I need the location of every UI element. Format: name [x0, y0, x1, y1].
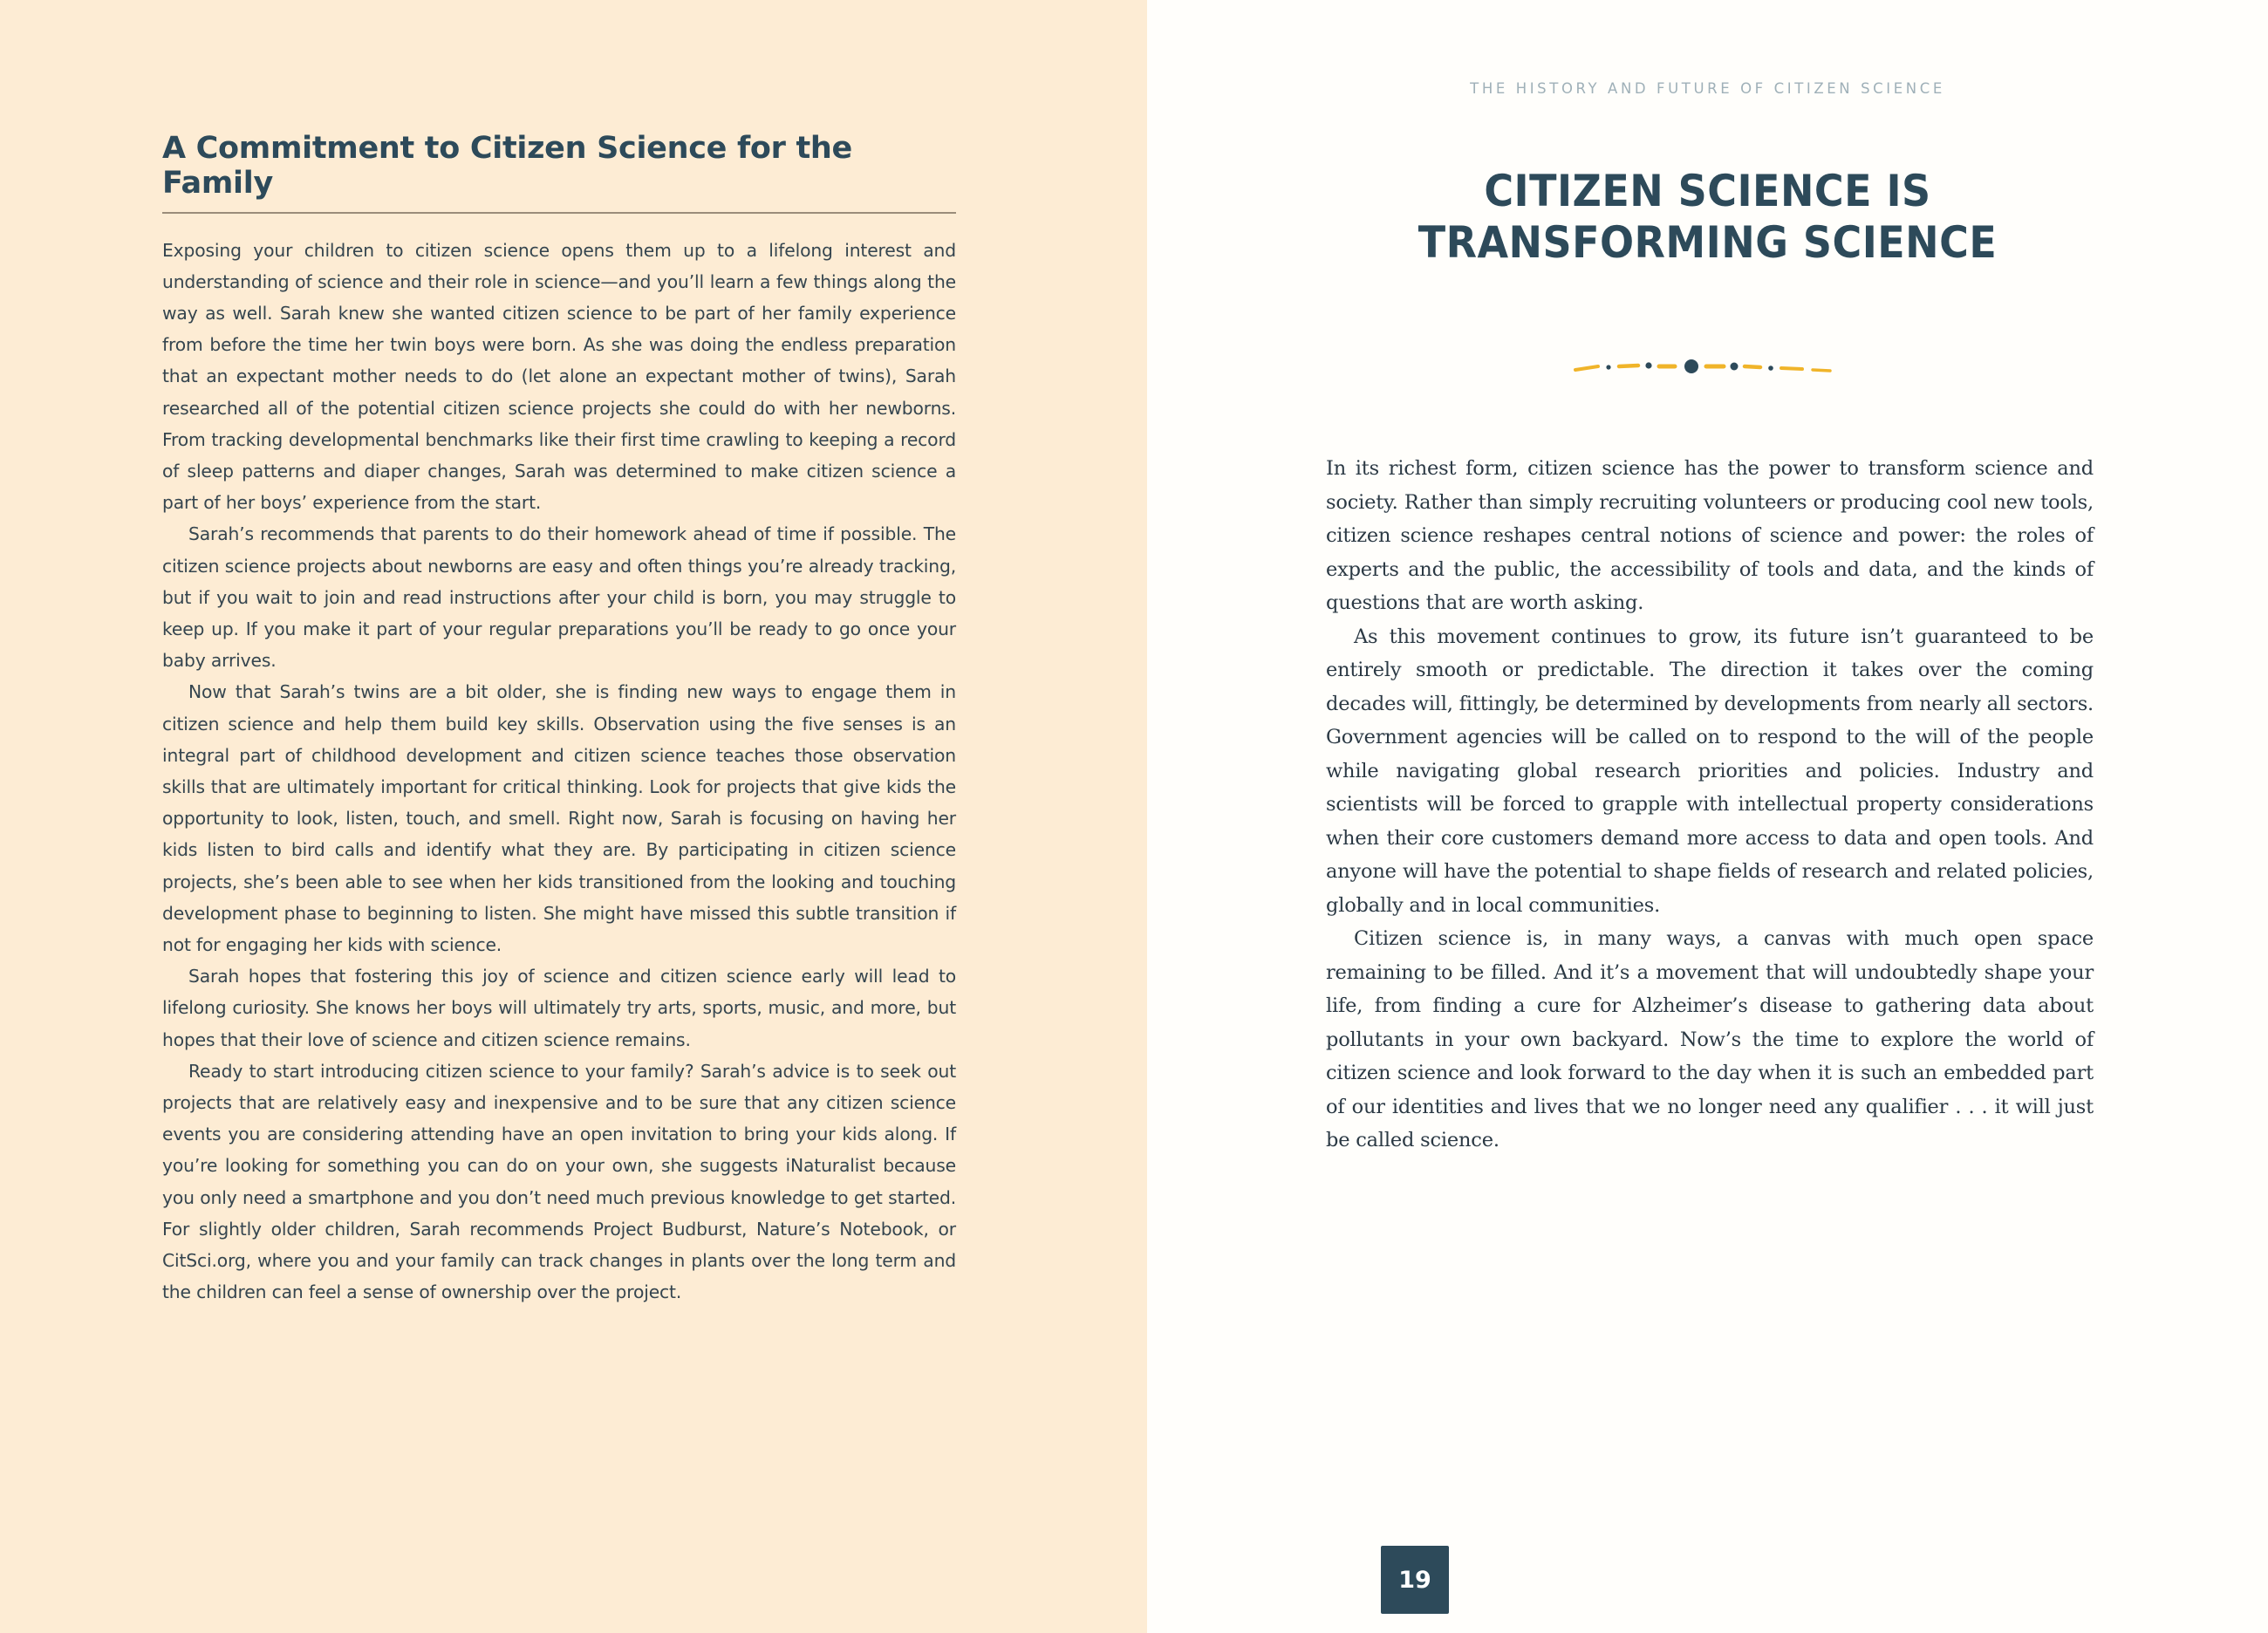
chapter-title-line-1: CITIZEN SCIENCE IS	[1484, 166, 1931, 216]
decorative-dot-dash-ornament	[1147, 356, 2268, 380]
left-body-text	[162, 235, 956, 1308]
running-head: THE HISTORY AND FUTURE OF CITIZEN SCIENCE	[1470, 80, 1945, 97]
chapter-title-line-2: TRANSFORMING SCIENCE	[1418, 217, 1998, 268]
paragraph: Ready to start introducing citizen science to your family? Sarah’s advice is to seek out projects that are relatively easy and inexpensive and to be sure that any citizen science events you are considering attending have an open invitation to bring your kids along. If you’re looking for something you can do on your own, she suggests iNaturalist because you only need a smartphone and you don’t need much previous knowledge to get started. For slightly older children, Sarah recommends Project Budburst, Nature’s Notebook, or CitSci.org, where you and your family can track changes in plants over the long term and the children can feel a sense of ownership over the project.	[162, 1060, 956, 1303]
section-heading: A Commitment to Citizen Science for the Family	[162, 131, 852, 202]
paragraph: Exposing your children to citizen science opens them up to a lifelong interest and understanding of science and their role in science—and you’ll learn a few things along the way as well. Sarah knew she wanted citizen science to be part of her family experience from before the time her twin boys were born. As she was doing the endless preparation that an expectant mother needs to do (let alone an expectant mother of twins), Sarah researched all of the potential citizen science projects she could do with her newborns. From tracking developmental benchmarks like their first time crawling to keeping a record of sleep patterns and diaper changes, Sarah was determined to make citizen science a part of her boys’ experience from the start.	[162, 239, 956, 514]
right-body-text	[1326, 452, 2094, 1158]
paragraph: Now that Sarah’s twins are a bit older, she is finding new ways to engage them in citizen science and help them build key skills. Observation using the five senses is an integral part of childhood development and citizen science teaches those observation skills that are ultimately important for critical thinking. Look for projects that give kids the opportunity to look, listen, touch, and smell. Right now, Sarah is focusing on having her kids listen to bird calls and identify what they are. By participating in citizen science projects, she’s been able to see when her kids transitioned from the looking and touching development phase to beginning to listen. She might have missed this subtle transition if not for engaging her kids with science.	[162, 681, 956, 955]
heading-divider	[162, 212, 956, 214]
paragraph: Citizen science is, in many ways, a canvas with much open space remaining to be filled. And it’s a movement that will undoubtedly shape your life, from finding a cure for Alzheimer’s disease to gathering data about pollutants in your own backyard. Now’s the time to explore the world of citizen science and look forward to the day when it is such an embedded part of our identities and lives that we no longer need any qualifier . . . it will just be called science.	[1326, 927, 2094, 1151]
left-page-content	[162, 131, 956, 1308]
paragraph: In its richest form, citizen science has the power to transform science and society. Rather than simply recruiting volunteers or producing cool new tools, citizen science reshapes central notions of science and power: the roles of experts and the public, the accessibility of tools and data, and the kinds of questions that are worth asking.	[1326, 457, 2094, 614]
paragraph: Sarah’s recommends that parents to do their homework ahead of time if possible. The citizen science projects about newborns are easy and often things you’re already tracking, but if you wait to join and read instructions after your child is born, you may struggle to keep up. If you make it part of your regular preparations you’ll be ready to go once your baby arrives.	[162, 523, 956, 672]
paragraph: As this movement continues to grow, its future isn’t guaranteed to be entirely smooth or predictable. The direction it takes over the coming decades will, fittingly, be determined by developments from nearly all sectors. Government agencies will be called on to respond to the will of the people while navigating global research priorities and policies. Industry and scientists will be forced to grapple with intellectual property considerations when their core customers demand more access to data and open tools. And anyone will have the potential to shape fields of research and related policies, globally and in local communities.	[1326, 625, 2094, 917]
chapter-title	[1192, 166, 2223, 269]
page-number: 19	[1381, 1546, 1449, 1614]
paragraph: Sarah hopes that fostering this joy of science and citizen science early will lead to lifelong curiosity. She knows her boys will ultimately try arts, sports, music, and more, but hopes that their love of science and citizen science remains.	[162, 966, 956, 1050]
right-page	[1147, 0, 2268, 1633]
